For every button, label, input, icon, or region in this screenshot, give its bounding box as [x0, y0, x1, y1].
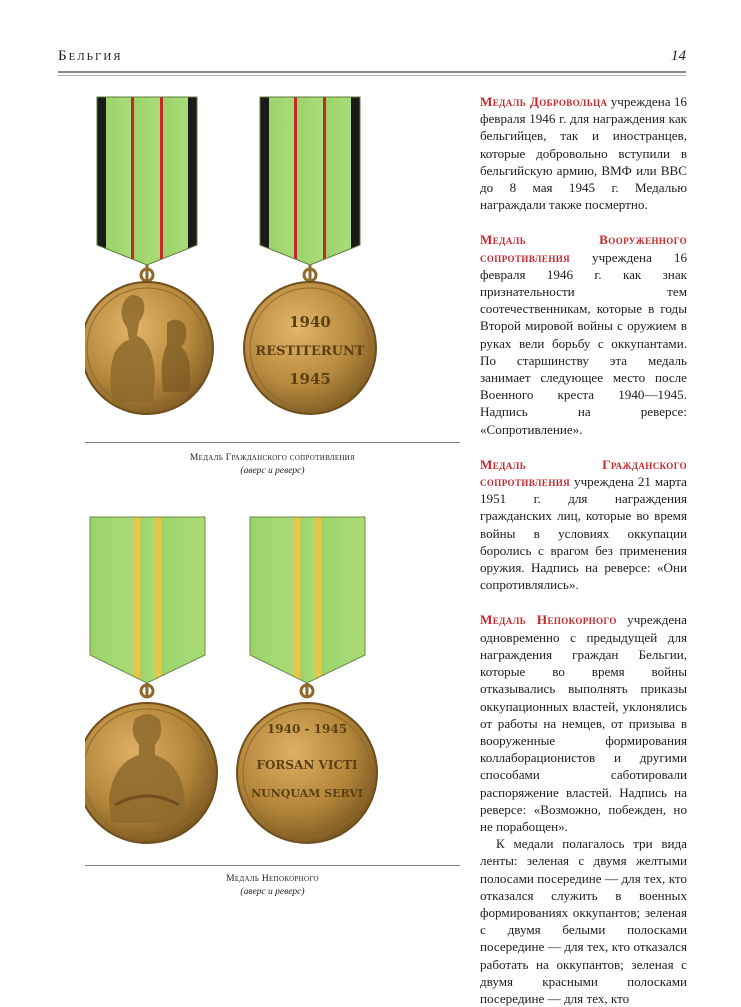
obverse-medal-icon [85, 282, 213, 414]
ribbon-left [97, 97, 197, 265]
header-rule-thin [58, 75, 686, 76]
caption-rule [85, 865, 460, 866]
medal-pair-image [85, 515, 460, 860]
running-title: Бельгия [58, 48, 123, 64]
paragraph-body: учреждена одновременно с предыдущей для награждения граждан Бельгии, которые во время войны отказывались выполнять приказы оккупационных властей, уклонялись от работы на немцев, от призыва в вооруженные формирования коллаборационистов и другими способами саботировали распоряжение властей. Надпись на реверсе: «Возможно, побежден, но не порабощен». [480, 612, 687, 834]
caption-title: Медаль Непокорного [226, 874, 319, 884]
ribbon-right [250, 517, 365, 683]
medal-pair-image [85, 95, 460, 440]
reverse-medal-icon [244, 282, 376, 414]
reverse-inscription-line-3: NUNQUAM SERVI [251, 787, 363, 800]
paragraph-heading: Медаль Вооруженного сопротивления [480, 232, 687, 265]
paragraph-heading: Медаль Непокорного [480, 612, 617, 628]
paragraph-refractory-medal [480, 611, 687, 835]
reverse-inscription-line-1: 1940 - 1945 [266, 722, 348, 736]
reverse-inscription-line-1: 1940 [289, 313, 331, 331]
paragraph-heading: Медаль Гражданского сопротивления [480, 456, 687, 490]
reverse-inscription-line-2: FORSAN VICTI [256, 758, 358, 772]
paragraph-body: учреждена 21 марта 1951 г. для награждения гражданских лиц, которые во время войны в условиях оккупации боролись с врагом без применения оружия. Надпись на реверсе: «Они сопротивлялись». [480, 474, 687, 593]
paragraph-ribbon-types: К медали полагалось три вида ленты: зеленая с двумя желтыми полосами посередине — для тех, кто отказался служить в военных формированиях оккупантов; зеленая с двумя белыми полосками посередине — для тех, кто отказался работать на оккупантов; зеленая с двумя красными полосками посередине — для тех, кто [480, 836, 687, 1006]
caption-rule [85, 442, 460, 443]
reverse-inscription-line-3: 1945 [289, 370, 331, 388]
figure-refractory-medal [85, 515, 460, 860]
reverse-medal-icon [237, 703, 377, 843]
figure-caption [85, 452, 460, 478]
paragraph-body: учреждена 16 февраля 1946 г. как знак признательности тем соотечественникам, которые в годы Второй мировой войны с оружием в руках вели борьбу с оккупантами. По старшинству эта медаль занимает следующее место после Военного креста 1940—1945. Надпись на реверсе: «Сопротивление». [480, 249, 687, 437]
paragraph-body: учреждена 16 февраля 1946 г. для награждения как бельгийцев, так и иностранцев, которые добровольно вступили в бельгийскую армию, ВМФ или ВВС до 8 мая 1945 г. Медалью награждали также посмертно. [480, 94, 687, 213]
obverse-medal-icon [85, 703, 217, 843]
page-number: 14 [671, 48, 686, 64]
text-column [480, 93, 687, 1007]
paragraph-volunteer-medal [480, 93, 687, 213]
paragraph-heading: Медаль Добровольца [480, 94, 608, 109]
caption-subtitle: (аверс и реверс) [240, 887, 305, 897]
header-rule [58, 71, 686, 73]
paragraph-armed-resistance-medal [480, 231, 687, 437]
figure-civil-resistance-medal [85, 95, 460, 440]
reverse-inscription-line-2: RESTITERUNT [255, 344, 365, 359]
caption-title: Медаль Гражданского сопротивления [189, 453, 356, 463]
ribbon-left [90, 517, 205, 683]
ribbon-right [260, 97, 360, 265]
caption-subtitle: (аверс и реверс) [240, 466, 305, 476]
paragraph-civil-resistance-medal [480, 456, 687, 594]
figure-caption [85, 873, 460, 899]
